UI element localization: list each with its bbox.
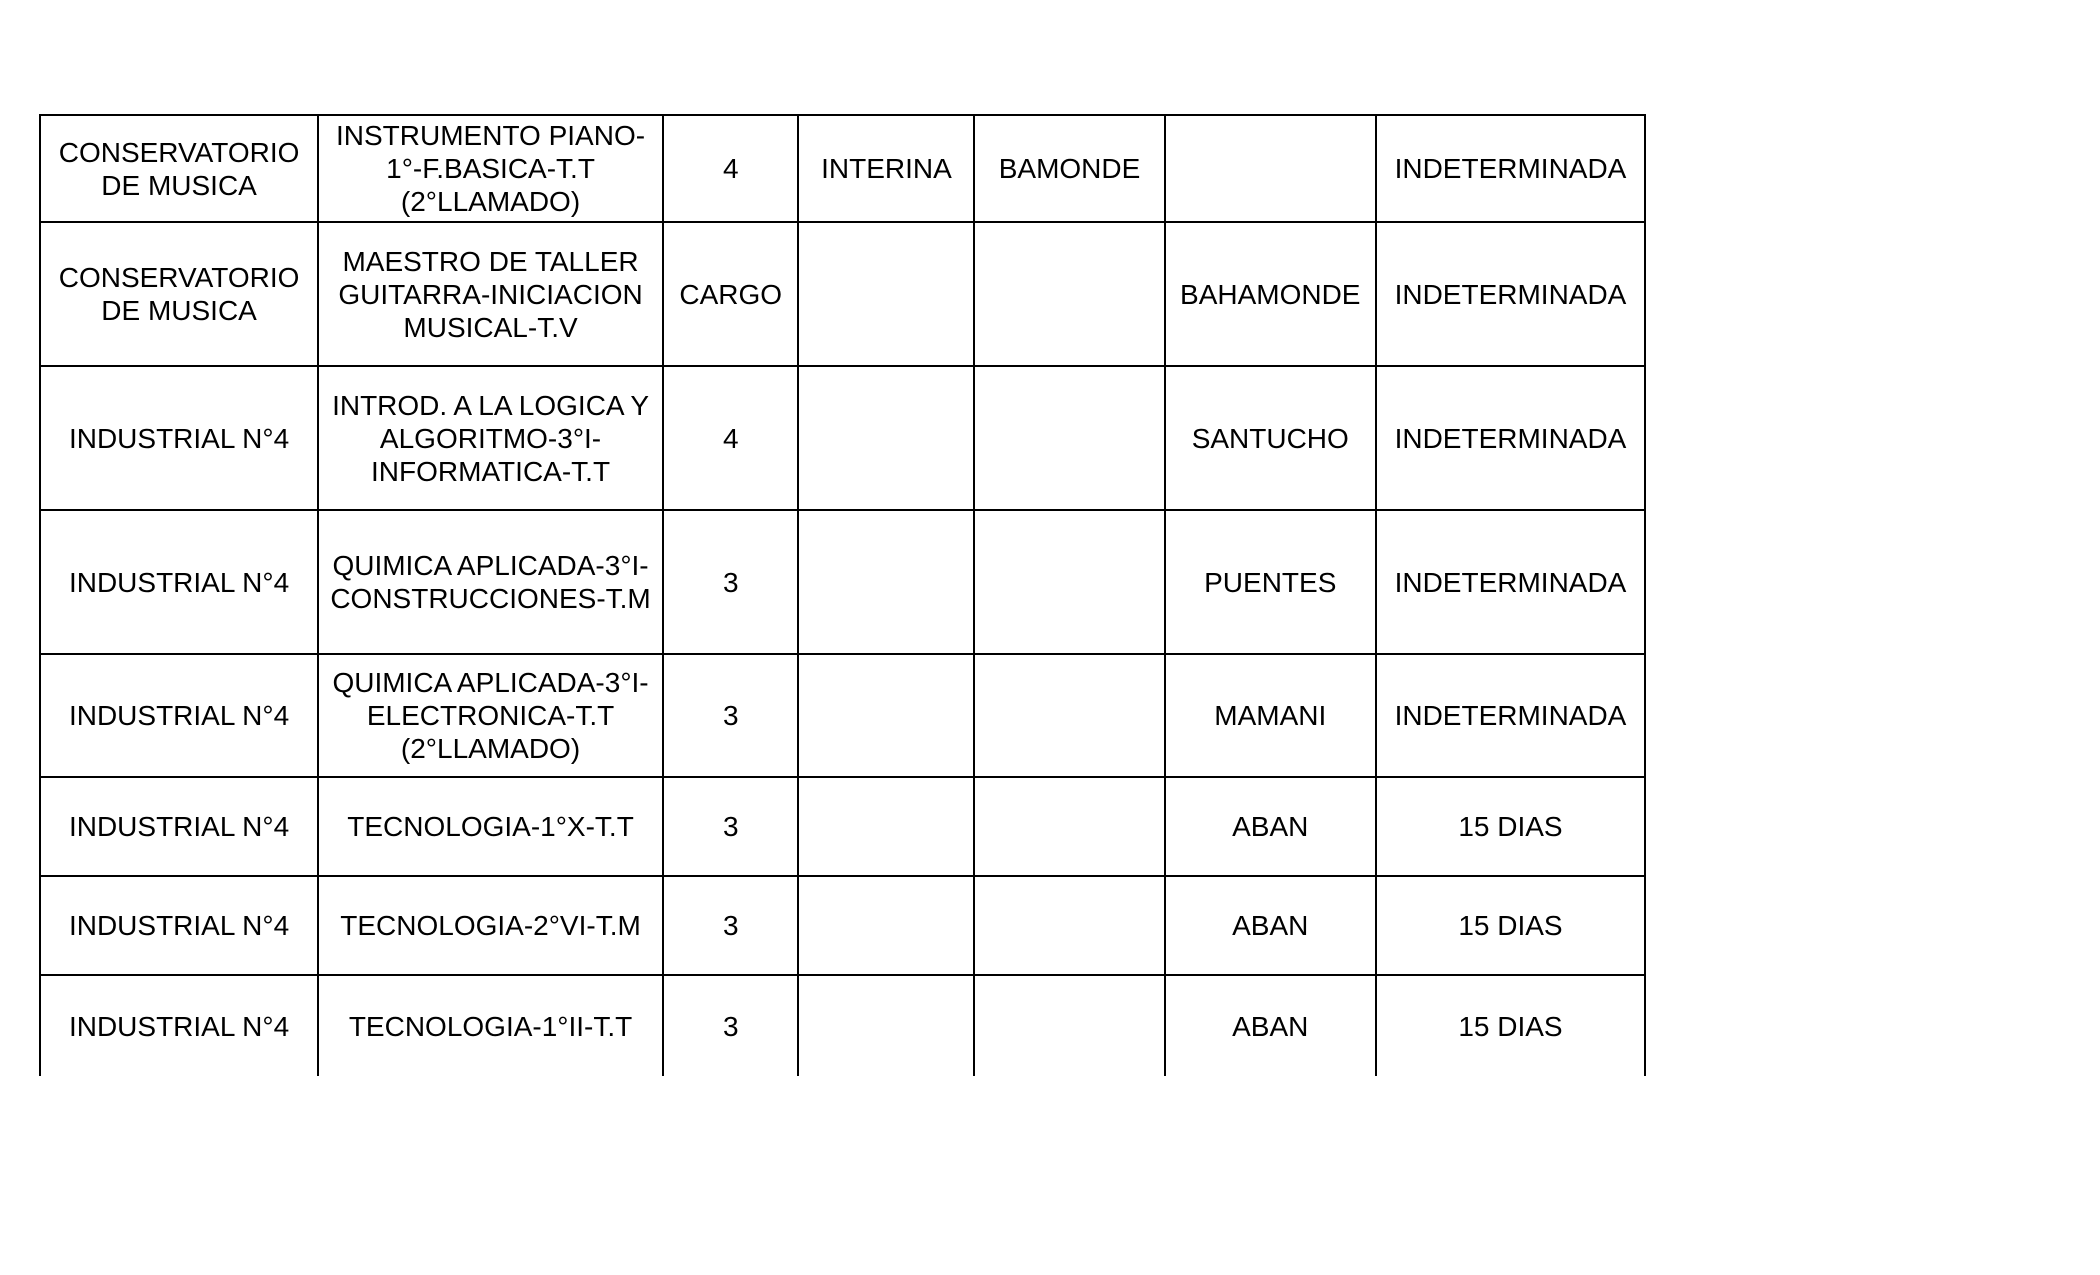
hours-cell: 3: [663, 876, 799, 975]
duration-cell: 15 DIAS: [1376, 975, 1645, 1076]
hours-cell: 3: [663, 654, 799, 777]
name2-cell: SANTUCHO: [1165, 366, 1376, 510]
school-cell: CONSERVATORIO DE MUSICA: [40, 115, 318, 222]
school-cell: INDUSTRIAL N°4: [40, 975, 318, 1076]
school-cell: INDUSTRIAL N°4: [40, 510, 318, 654]
subject-cell: QUIMICA APLICADA-3°I-CONSTRUCCIONES-T.M: [318, 510, 663, 654]
hours-cell: 3: [663, 975, 799, 1076]
table-row: [40, 975, 1645, 1076]
hours-cell: CARGO: [663, 222, 799, 366]
school-cell: INDUSTRIAL N°4: [40, 876, 318, 975]
name2-cell: ABAN: [1165, 975, 1376, 1076]
subject-cell: MAESTRO DE TALLER GUITARRA-INICIACION MUSICAL-T.V: [318, 222, 663, 366]
hours-cell: 4: [663, 115, 799, 222]
hours-cell: 3: [663, 777, 799, 876]
name1-cell: [974, 366, 1164, 510]
name2-cell: BAHAMONDE: [1165, 222, 1376, 366]
table-row: [40, 366, 1645, 510]
name1-cell: BAMONDE: [974, 115, 1164, 222]
duration-cell: INDETERMINADA: [1376, 510, 1645, 654]
duration-cell: 15 DIAS: [1376, 876, 1645, 975]
name2-cell: ABAN: [1165, 876, 1376, 975]
subject-cell: TECNOLOGIA-1°X-T.T: [318, 777, 663, 876]
name2-cell: ABAN: [1165, 777, 1376, 876]
hours-cell: 3: [663, 510, 799, 654]
name2-cell: MAMANI: [1165, 654, 1376, 777]
name1-cell: [974, 510, 1164, 654]
assignments-table: [39, 114, 1646, 1076]
subject-cell: TECNOLOGIA-2°VI-T.M: [318, 876, 663, 975]
table-row: [40, 777, 1645, 876]
type-cell: [798, 975, 974, 1076]
subject-cell: TECNOLOGIA-1°II-T.T: [318, 975, 663, 1076]
name1-cell: [974, 876, 1164, 975]
table-row: [40, 510, 1645, 654]
type-cell: [798, 654, 974, 777]
subject-cell: QUIMICA APLICADA-3°I-ELECTRONICA-T.T (2°LLAMADO): [318, 654, 663, 777]
name1-cell: [974, 654, 1164, 777]
type-cell: INTERINA: [798, 115, 974, 222]
type-cell: [798, 222, 974, 366]
table-row: [40, 876, 1645, 975]
type-cell: [798, 510, 974, 654]
subject-cell: INTROD. A LA LOGICA Y ALGORITMO-3°I-INFORMATICA-T.T: [318, 366, 663, 510]
name2-cell: [1165, 115, 1376, 222]
table-row: [40, 654, 1645, 777]
table-row: [40, 222, 1645, 366]
duration-cell: INDETERMINADA: [1376, 222, 1645, 366]
subject-cell: INSTRUMENTO PIANO-1°-F.BASICA-T.T (2°LLAMADO): [318, 115, 663, 222]
name1-cell: [974, 975, 1164, 1076]
type-cell: [798, 366, 974, 510]
duration-cell: 15 DIAS: [1376, 777, 1645, 876]
name1-cell: [974, 222, 1164, 366]
name1-cell: [974, 777, 1164, 876]
duration-cell: INDETERMINADA: [1376, 366, 1645, 510]
duration-cell: INDETERMINADA: [1376, 115, 1645, 222]
type-cell: [798, 777, 974, 876]
duration-cell: INDETERMINADA: [1376, 654, 1645, 777]
school-cell: CONSERVATORIO DE MUSICA: [40, 222, 318, 366]
school-cell: INDUSTRIAL N°4: [40, 654, 318, 777]
table-row: [40, 115, 1645, 222]
school-cell: INDUSTRIAL N°4: [40, 777, 318, 876]
hours-cell: 4: [663, 366, 799, 510]
name2-cell: PUENTES: [1165, 510, 1376, 654]
type-cell: [798, 876, 974, 975]
school-cell: INDUSTRIAL N°4: [40, 366, 318, 510]
